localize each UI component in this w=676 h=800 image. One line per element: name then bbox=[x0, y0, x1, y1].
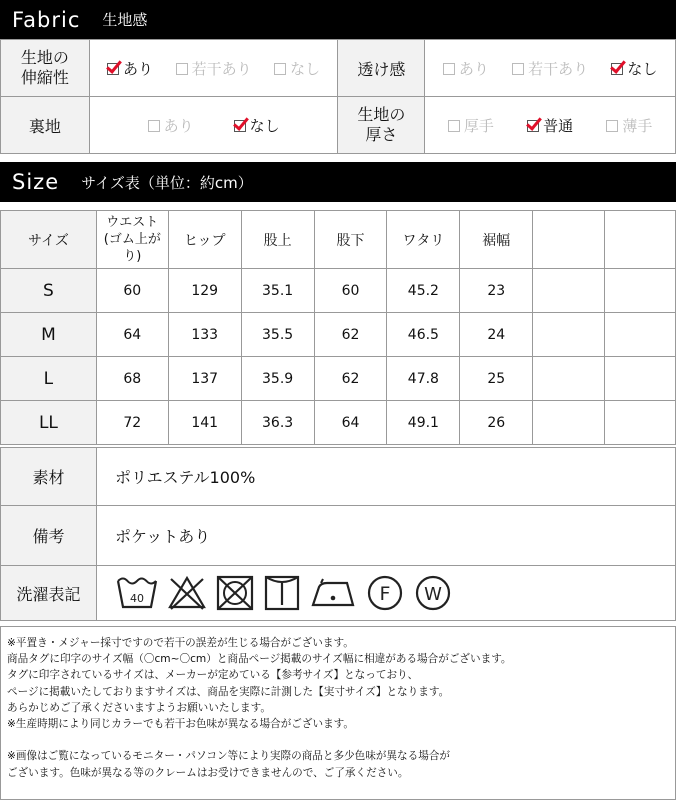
thickness-option-thin: 薄手 bbox=[606, 115, 652, 136]
note-line: 商品タグに印字のサイズ幅（〇cm~〇cm）と商品ページ掲載のサイズ幅に相違がある場合がございます。 bbox=[7, 653, 512, 666]
waist-col-header: ウエスト (ゴム上がり) bbox=[96, 211, 168, 269]
lining-option-no: なし bbox=[234, 115, 280, 136]
table-cell: 36.3 bbox=[241, 401, 314, 445]
table-cell: 62 bbox=[314, 313, 387, 357]
rise-col-header: 股上 bbox=[241, 211, 314, 269]
table-cell: 35.1 bbox=[241, 269, 314, 313]
fabric-title-en: Fabric bbox=[12, 7, 81, 32]
thigh-col-header: ワタリ bbox=[387, 211, 460, 269]
table-cell: 45.2 bbox=[387, 269, 460, 313]
table-cell bbox=[533, 269, 605, 313]
size-label: S bbox=[1, 269, 97, 313]
table-cell bbox=[605, 357, 676, 401]
checkbox-icon bbox=[512, 63, 524, 75]
note-line: ※画像はご覧になっているモニター・パソコン等により実際の商品と多少色味が異なる場合が bbox=[7, 750, 451, 763]
hem-col-header: 裾幅 bbox=[460, 211, 533, 269]
size-col-header: サイズ bbox=[1, 211, 97, 269]
note-line: ページに掲載いたしておりますサイズは、商品を実際に計測した【実寸サイズ】となります。 bbox=[7, 685, 450, 698]
info-table bbox=[0, 447, 676, 621]
table-cell: 23 bbox=[460, 269, 533, 313]
material-value: ポリエステル100% bbox=[97, 448, 676, 506]
stretch-option-yes: あり bbox=[107, 58, 153, 79]
table-cell: 35.5 bbox=[241, 313, 314, 357]
thickness-option-normal: 普通 bbox=[527, 115, 573, 136]
note-line bbox=[7, 732, 669, 748]
table-row bbox=[1, 313, 676, 357]
thickness-option-thick: 厚手 bbox=[448, 115, 494, 136]
no-bleach-icon bbox=[167, 573, 207, 613]
sheer-option-no: なし bbox=[611, 58, 657, 79]
inseam-col-header: 股下 bbox=[314, 211, 387, 269]
checkbox-icon bbox=[274, 63, 286, 75]
care-label: 洗濯表記 bbox=[1, 566, 97, 621]
table-cell: 46.5 bbox=[387, 313, 460, 357]
table-cell bbox=[533, 401, 605, 445]
blank-col-header bbox=[533, 211, 605, 269]
table-cell: 49.1 bbox=[387, 401, 460, 445]
notes-box bbox=[0, 626, 676, 800]
sheer-option-slight: 若干あり bbox=[512, 58, 588, 79]
wash-40-icon bbox=[115, 573, 159, 613]
size-label: LL bbox=[1, 401, 97, 445]
table-row bbox=[1, 269, 676, 313]
note-line: ※生産時期により同じカラーでも若干お色味が異なる場合がございます。 bbox=[7, 718, 355, 731]
remarks-label: 備考 bbox=[1, 506, 97, 566]
lining-label: 裏地 bbox=[1, 97, 90, 154]
fabric-table bbox=[0, 39, 676, 154]
checkbox-icon bbox=[448, 120, 460, 132]
checkbox-icon bbox=[148, 120, 160, 132]
dry-clean-letter: F bbox=[379, 583, 391, 605]
table-cell: 26 bbox=[460, 401, 533, 445]
note-line: ※平置き・メジャー採寸ですので若干の誤差が生じる場合がございます。 bbox=[7, 637, 354, 649]
stretch-label: 生地の 伸縮性 bbox=[1, 40, 90, 97]
note-line: ございます。色味が異なる等のクレームはお受けできませんので、ご了承ください。 bbox=[7, 766, 409, 779]
thickness-label: 生地の 厚さ bbox=[338, 97, 425, 154]
remarks-value: ポケットあり bbox=[97, 506, 676, 566]
table-cell: 68 bbox=[96, 357, 168, 401]
table-cell bbox=[605, 401, 676, 445]
table-row bbox=[1, 357, 676, 401]
sheer-option-yes: あり bbox=[443, 58, 489, 79]
material-label: 素材 bbox=[1, 448, 97, 506]
size-label: M bbox=[1, 313, 97, 357]
fabric-title-jp: 生地感 bbox=[102, 11, 148, 29]
table-cell: 129 bbox=[168, 269, 241, 313]
table-cell: 25 bbox=[460, 357, 533, 401]
care-icons bbox=[97, 566, 676, 621]
table-cell: 60 bbox=[314, 269, 387, 313]
table-cell: 133 bbox=[168, 313, 241, 357]
table-cell bbox=[533, 313, 605, 357]
lining-options bbox=[89, 97, 338, 154]
table-cell bbox=[605, 269, 676, 313]
stretch-options bbox=[89, 40, 338, 97]
sheer-options bbox=[425, 40, 676, 97]
checkbox-checked-icon bbox=[611, 63, 623, 75]
stretch-option-no: なし bbox=[274, 58, 320, 79]
no-tumble-dry-icon bbox=[215, 573, 255, 613]
table-cell: 60 bbox=[96, 269, 168, 313]
table-cell: 72 bbox=[96, 401, 168, 445]
note-line: タグに印字されているサイズは、メーカーが定めている【参考サイズ】となっており、 bbox=[7, 669, 419, 682]
dry-clean-f-icon bbox=[365, 573, 405, 613]
size-title-jp: サイズ表（単位：約cm） bbox=[81, 173, 253, 192]
note-line: あらかじめご了承くださいますようお願いいたします。 bbox=[7, 701, 271, 714]
checkbox-checked-icon bbox=[234, 120, 246, 132]
wet-clean-w-icon bbox=[413, 573, 453, 613]
table-row bbox=[1, 401, 676, 445]
wet-clean-letter: W bbox=[424, 584, 442, 605]
checkbox-checked-icon bbox=[527, 120, 539, 132]
line-dry-icon bbox=[263, 573, 301, 613]
checkbox-checked-icon bbox=[107, 63, 119, 75]
table-cell: 141 bbox=[168, 401, 241, 445]
size-table bbox=[0, 210, 676, 445]
table-cell: 64 bbox=[96, 313, 168, 357]
table-cell: 35.9 bbox=[241, 357, 314, 401]
table-cell: 64 bbox=[314, 401, 387, 445]
wash-temp-text: 40 bbox=[130, 592, 144, 605]
table-cell bbox=[605, 313, 676, 357]
hip-col-header: ヒップ bbox=[168, 211, 241, 269]
size-title-en: Size bbox=[12, 170, 60, 194]
table-cell bbox=[533, 357, 605, 401]
lining-option-yes: あり bbox=[148, 115, 194, 136]
checkbox-icon bbox=[176, 63, 188, 75]
table-cell: 62 bbox=[314, 357, 387, 401]
blank-col-header bbox=[605, 211, 676, 269]
fabric-header bbox=[0, 0, 676, 39]
size-header bbox=[0, 162, 676, 202]
iron-low-icon bbox=[309, 573, 357, 613]
table-cell: 47.8 bbox=[387, 357, 460, 401]
size-label: L bbox=[1, 357, 97, 401]
thickness-options bbox=[425, 97, 676, 154]
stretch-option-slight: 若干あり bbox=[176, 58, 252, 79]
checkbox-icon bbox=[606, 120, 618, 132]
sheer-label: 透け感 bbox=[338, 40, 425, 97]
checkbox-icon bbox=[443, 63, 455, 75]
table-cell: 24 bbox=[460, 313, 533, 357]
table-cell: 137 bbox=[168, 357, 241, 401]
